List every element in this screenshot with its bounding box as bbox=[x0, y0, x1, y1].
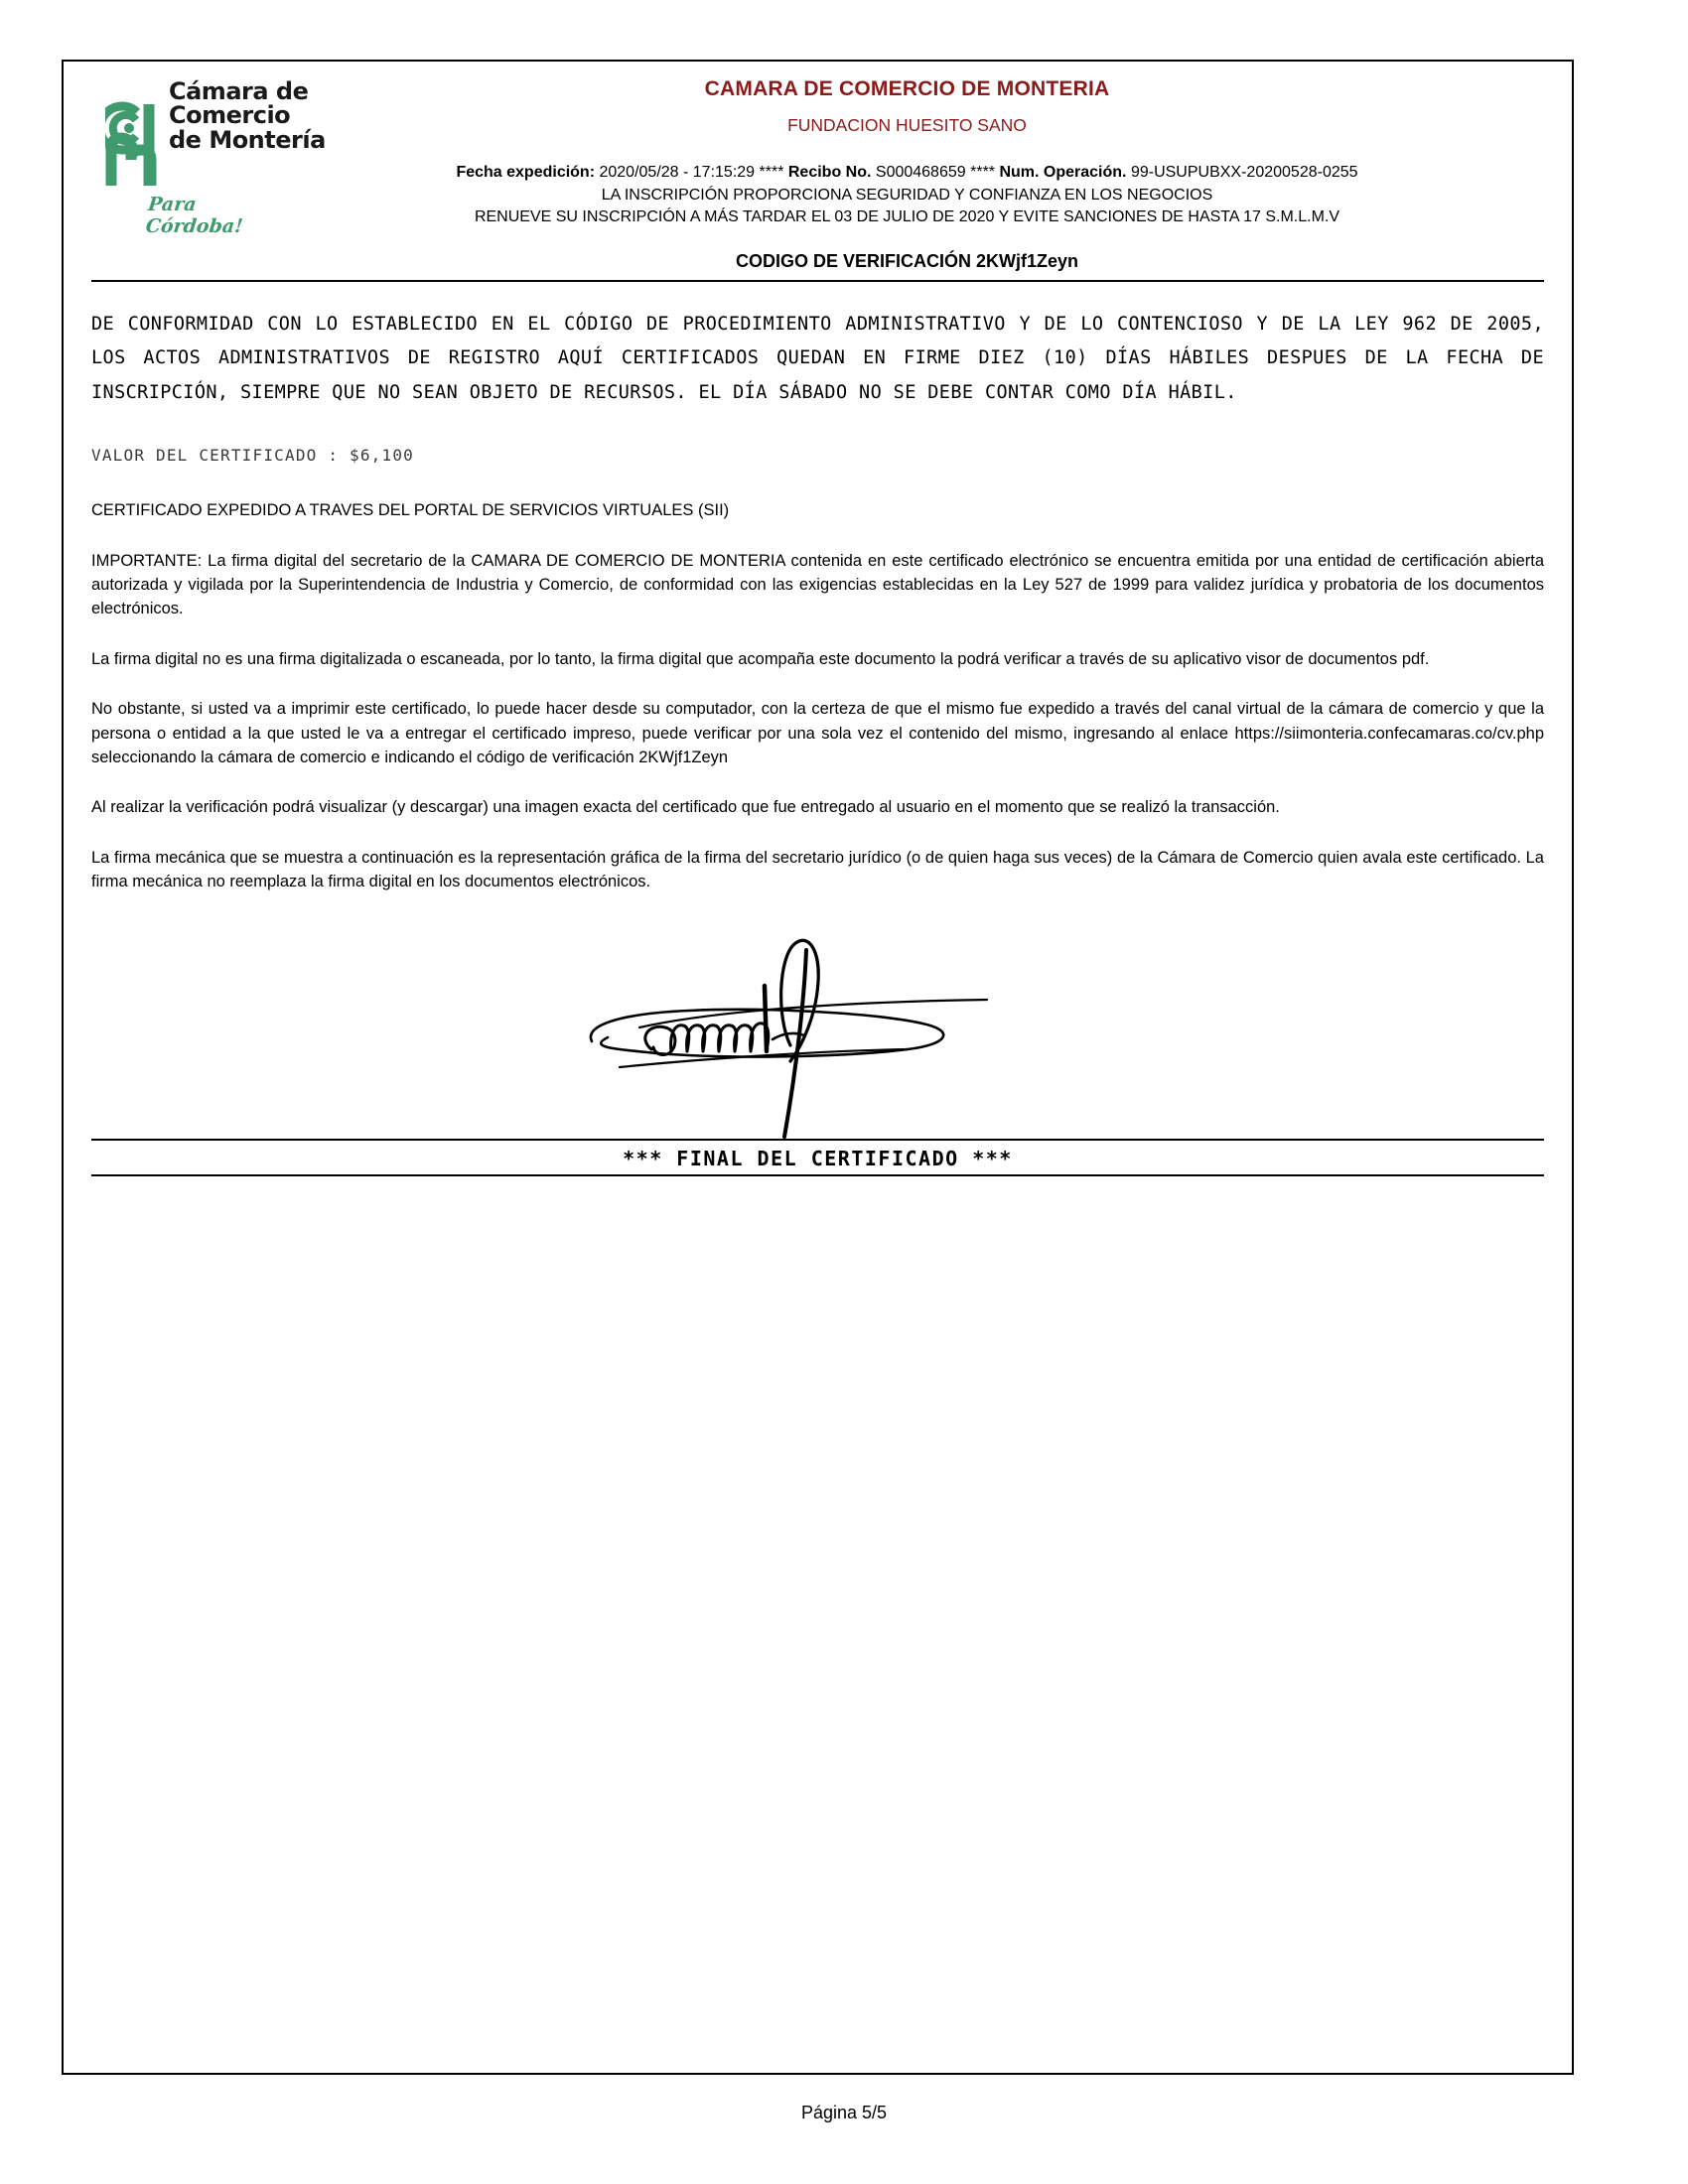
final-certificate-text: *** FINAL DEL CERTIFICADO *** bbox=[623, 1146, 1013, 1170]
notice-line-1: LA INSCRIPCIÓN PROPORCIONA SEGURIDAD Y CONFIANZA EN LOS NEGOCIOS bbox=[601, 186, 1213, 204]
recibo-value: S000468659 bbox=[875, 164, 966, 181]
portal-line: CERTIFICADO EXPEDIDO A TRAVES DEL PORTAL DE SERVICIOS VIRTUALES (SII) bbox=[91, 500, 730, 519]
paragraph-verificacion: Al realizar la verificación podrá visualizar (y descargar) una imagen exacta del certificado que fue entregado al usuario en el momento que se realizó la transacción. bbox=[91, 798, 1280, 817]
organization-title: CAMARA DE COMERCIO DE MONTERIA bbox=[704, 77, 1110, 100]
paragraph-firma-digital: La firma digital no es una firma digitalizada o escaneada, por lo tanto, la firma digital que acompaña este documento la podrá verificar a través de su aplicativo visor de documentos pdf. bbox=[91, 649, 1430, 668]
handwritten-signature-icon bbox=[580, 910, 997, 1154]
meta-separator-2: **** bbox=[970, 164, 996, 181]
logo-block bbox=[91, 71, 326, 237]
operacion-value: 99-USUPUBXX-20200528-0255 bbox=[1130, 164, 1358, 181]
verification-block bbox=[290, 251, 1524, 272]
page-content bbox=[64, 62, 1572, 2073]
final-block bbox=[91, 1139, 1544, 1176]
page-number-footer: Página 5/5 bbox=[800, 2103, 888, 2122]
meta-separator-1: **** bbox=[759, 164, 784, 181]
certificate-value: VALOR DEL CERTIFICADO : $6,100 bbox=[91, 445, 414, 465]
header-text-block bbox=[290, 71, 1544, 272]
notice-line-2: RENUEVE SU INSCRIPCIÓN A MÁS TARDAR EL 03 DE JULIO DE 2020 Y EVITE SANCIONES DE HASTA 17 S.M.L.M.V bbox=[474, 208, 1340, 226]
logo-line-3: de Montería bbox=[169, 125, 326, 154]
signature-area bbox=[64, 910, 1572, 1139]
document-header bbox=[64, 62, 1572, 272]
expedition-meta-line bbox=[290, 162, 1524, 185]
legal-notice-paragraph: DE CONFORMIDAD CON LO ESTABLECIDO EN EL CÓDIGO DE PROCEDIMIENTO ADMINISTRATIVO Y DE LO CONTENCIOSO Y DE LA LEY 962 DE 2005, LOS ACTOS ADMINISTRATIVOS DE REGISTRO AQUÍ CERTIFICADOS QUEDAN EN FIRME DIEZ (10) DÍAS HÁBILES DESPUES DE LA FECHA DE INSCRIPCIÓN, SIEMPRE QUE NO SEAN OBJETO DE RECURSOS. EL DÍA SÁBADO NO SE DEBE CONTAR COMO DÍA HÁBIL. bbox=[91, 314, 1544, 403]
fecha-value: 2020/05/28 - 17:15:29 bbox=[599, 164, 756, 181]
organization-subtitle: FUNDACION HUESITO SANO bbox=[787, 115, 1027, 135]
paragraph-importante: IMPORTANTE: La firma digital del secretario de la CAMARA DE COMERCIO DE MONTERIA contenida en este certificado electrónico se encuentra emitida por una entidad de certificación abierta autorizada y vigilada por la Superintendencia de Industria y Comercio, de conformidad con las exigencias establecidas en la Ley 527 de 1999 para validez jurídica y probatoria de los documentos electrónicos. bbox=[91, 551, 1544, 618]
final-divider-bottom bbox=[91, 1174, 1544, 1176]
recibo-label: Recibo No. bbox=[787, 164, 872, 181]
camara-comercio-monteria-logo-icon bbox=[105, 82, 163, 190]
verification-code-line: CODIGO DE VERIFICACIÓN 2KWjf1Zeyn bbox=[735, 251, 1079, 272]
logo-tagline: Para Córdoba! bbox=[144, 194, 244, 237]
certificate-page bbox=[62, 60, 1574, 2075]
fecha-label: Fecha expedición: bbox=[456, 164, 596, 181]
header-divider bbox=[91, 280, 1544, 282]
logo-line-2: Comercio bbox=[169, 101, 291, 130]
paragraph-imprimir: No obstante, si usted va a imprimir este certificado, lo puede hacer desde su computador, con la certeza de que el mismo fue expedido a través del canal virtual de la cámara de comercio y que la persona o entidad a la que usted le va a entregar el certificado impreso, puede verificar por una sola vez el contenido del mismo, ingresando al enlace https://siimonteria.confecamaras.co/cv.php seleccionando la cámara de comercio e indicando el código de verificación 2KWjf1Zeyn bbox=[91, 700, 1544, 766]
logo-line-1: Cámara de bbox=[169, 77, 309, 105]
document-body bbox=[64, 308, 1572, 893]
operacion-label: Num. Operación. bbox=[999, 164, 1127, 181]
paragraph-firma-mecanica: La firma mecánica que se muestra a continuación es la representación gráfica de la firma del secretario jurídico (o de quien haga sus veces) de la Cámara de Comercio quien avala este certificado. La firma mecánica no reemplaza la firma digital en los documentos electrónicos. bbox=[91, 848, 1544, 891]
